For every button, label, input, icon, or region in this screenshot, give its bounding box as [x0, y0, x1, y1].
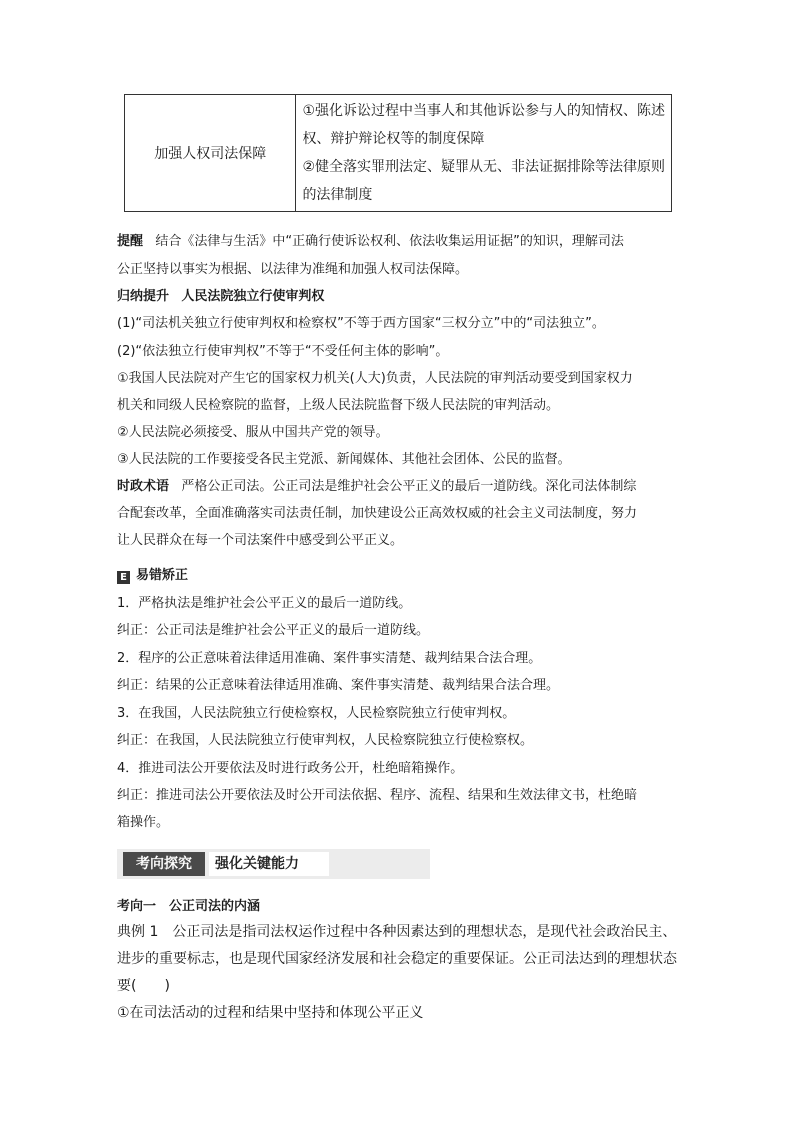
exam-heading: 考向一 公正司法的内涵: [117, 899, 261, 914]
rights-table: [124, 94, 672, 212]
section-e-icon: E: [117, 571, 130, 584]
table-line: ②健全落实罪刑法定、疑罪从无、非法证据排除等法律原则: [302, 159, 665, 175]
error-line: 3．在我国，人民法院独立行使检察权，人民检察院独立行使审判权。: [117, 706, 516, 721]
table-line: 权、辩护辩论权等的制度保障: [302, 131, 485, 147]
summary-label: 归纳提升: [117, 289, 170, 304]
summary-line: ②人民法院必须接受、服从中国共产党的领导。: [117, 425, 389, 440]
error-line: 纠正：结果的公正意味着法律适用准确、案件事实清楚、裁判结果合法合理。: [117, 678, 560, 693]
exam-line: 进步的重要标志，也是现代国家经济发展和社会稳定的重要保证。公正司法达到的理想状态: [117, 951, 677, 967]
table-right-cell: [296, 95, 672, 212]
banner-dark-label: 考向探究: [123, 852, 205, 876]
summary-line: (1)“司法机关独立行使审判权和检察权”不等于西方国家“三权分立”中的“司法独立”。: [117, 316, 605, 331]
error-line: 纠正：公正司法是维护社会公平正义的最后一道防线。: [117, 623, 430, 638]
tip-line-1: 提醒 结合《法律与生活》中“正确行使诉讼权利、依法收集运用证据”的知识，理解司法: [117, 234, 624, 249]
tip-label: 提醒: [117, 234, 144, 249]
term-label: 时政术语: [117, 479, 170, 494]
summary-line: ①我国人民法院对产生它的国家权力机关(人大)负责，人民法院的审判活动要受到国家权力: [117, 371, 633, 386]
summary-title: 人民法院独立行使审判权: [181, 289, 325, 304]
error-line: 纠正：推进司法公开要依法及时公开司法依据、程序、流程、结果和生效法律文书，杜绝暗: [117, 788, 638, 803]
summary-line: 机关和同级人民检察院的监督，上级人民法院监督下级人民法院的审判活动。: [117, 398, 560, 413]
term-line: 让人民群众在每一个司法案件中感受到公平正义。: [117, 533, 404, 548]
exam-line: 要( ): [117, 978, 170, 994]
summary-line: ③人民法院的工作要接受各民主党派、新闻媒体、其他社会团体、公民的监督。: [117, 452, 571, 467]
term-line: 合配套改革，全面准确落实司法责任制，加快建设公正高效权威的社会主义司法制度，努力: [117, 506, 638, 521]
summary-heading: [117, 283, 677, 311]
summary-line: (2)“依法独立行使审判权”不等于“不受任何主体的影响”。: [117, 344, 449, 359]
exam-line: 典例 1 公正司法是指司法权运作过程中各种因素达到的理想状态，是现代社会政治民主、: [117, 924, 677, 940]
table-left-cell: 加强人权司法保障: [125, 95, 296, 212]
section-banner: [117, 849, 430, 879]
tip-line-2: 公正坚持以事实为根据、以法律为准绳和加强人权司法保障。: [117, 262, 469, 277]
error-line: 纠正：在我国，人民法院独立行使审判权，人民检察院独立行使检察权。: [117, 733, 534, 748]
error-line: 1．严格执法是维护社会公平正义的最后一道防线。: [117, 596, 412, 611]
exam-line: ①在司法活动的过程和结果中坚持和体现公平正义: [117, 1005, 424, 1021]
errors-heading: [117, 562, 677, 590]
error-line: 箱操作。: [117, 815, 170, 830]
term-line-1: 时政术语 严格公正司法。公正司法是维护社会公平正义的最后一道防线。深化司法体制综: [117, 479, 637, 494]
table-line: 的法律制度: [302, 187, 373, 203]
table-line: ①强化诉讼过程中当事人和其他诉讼参与人的知情权、陈述: [302, 103, 665, 119]
error-line: 4．推进司法公开要依法及时进行政务公开，杜绝暗箱操作。: [117, 761, 464, 776]
errors-title: 易错矫正: [136, 568, 189, 583]
banner-light-label: 强化关键能力: [209, 852, 329, 876]
error-line: 2．程序的公正意味着法律适用准确、案件事实清楚、裁判结果合法合理。: [117, 651, 542, 666]
